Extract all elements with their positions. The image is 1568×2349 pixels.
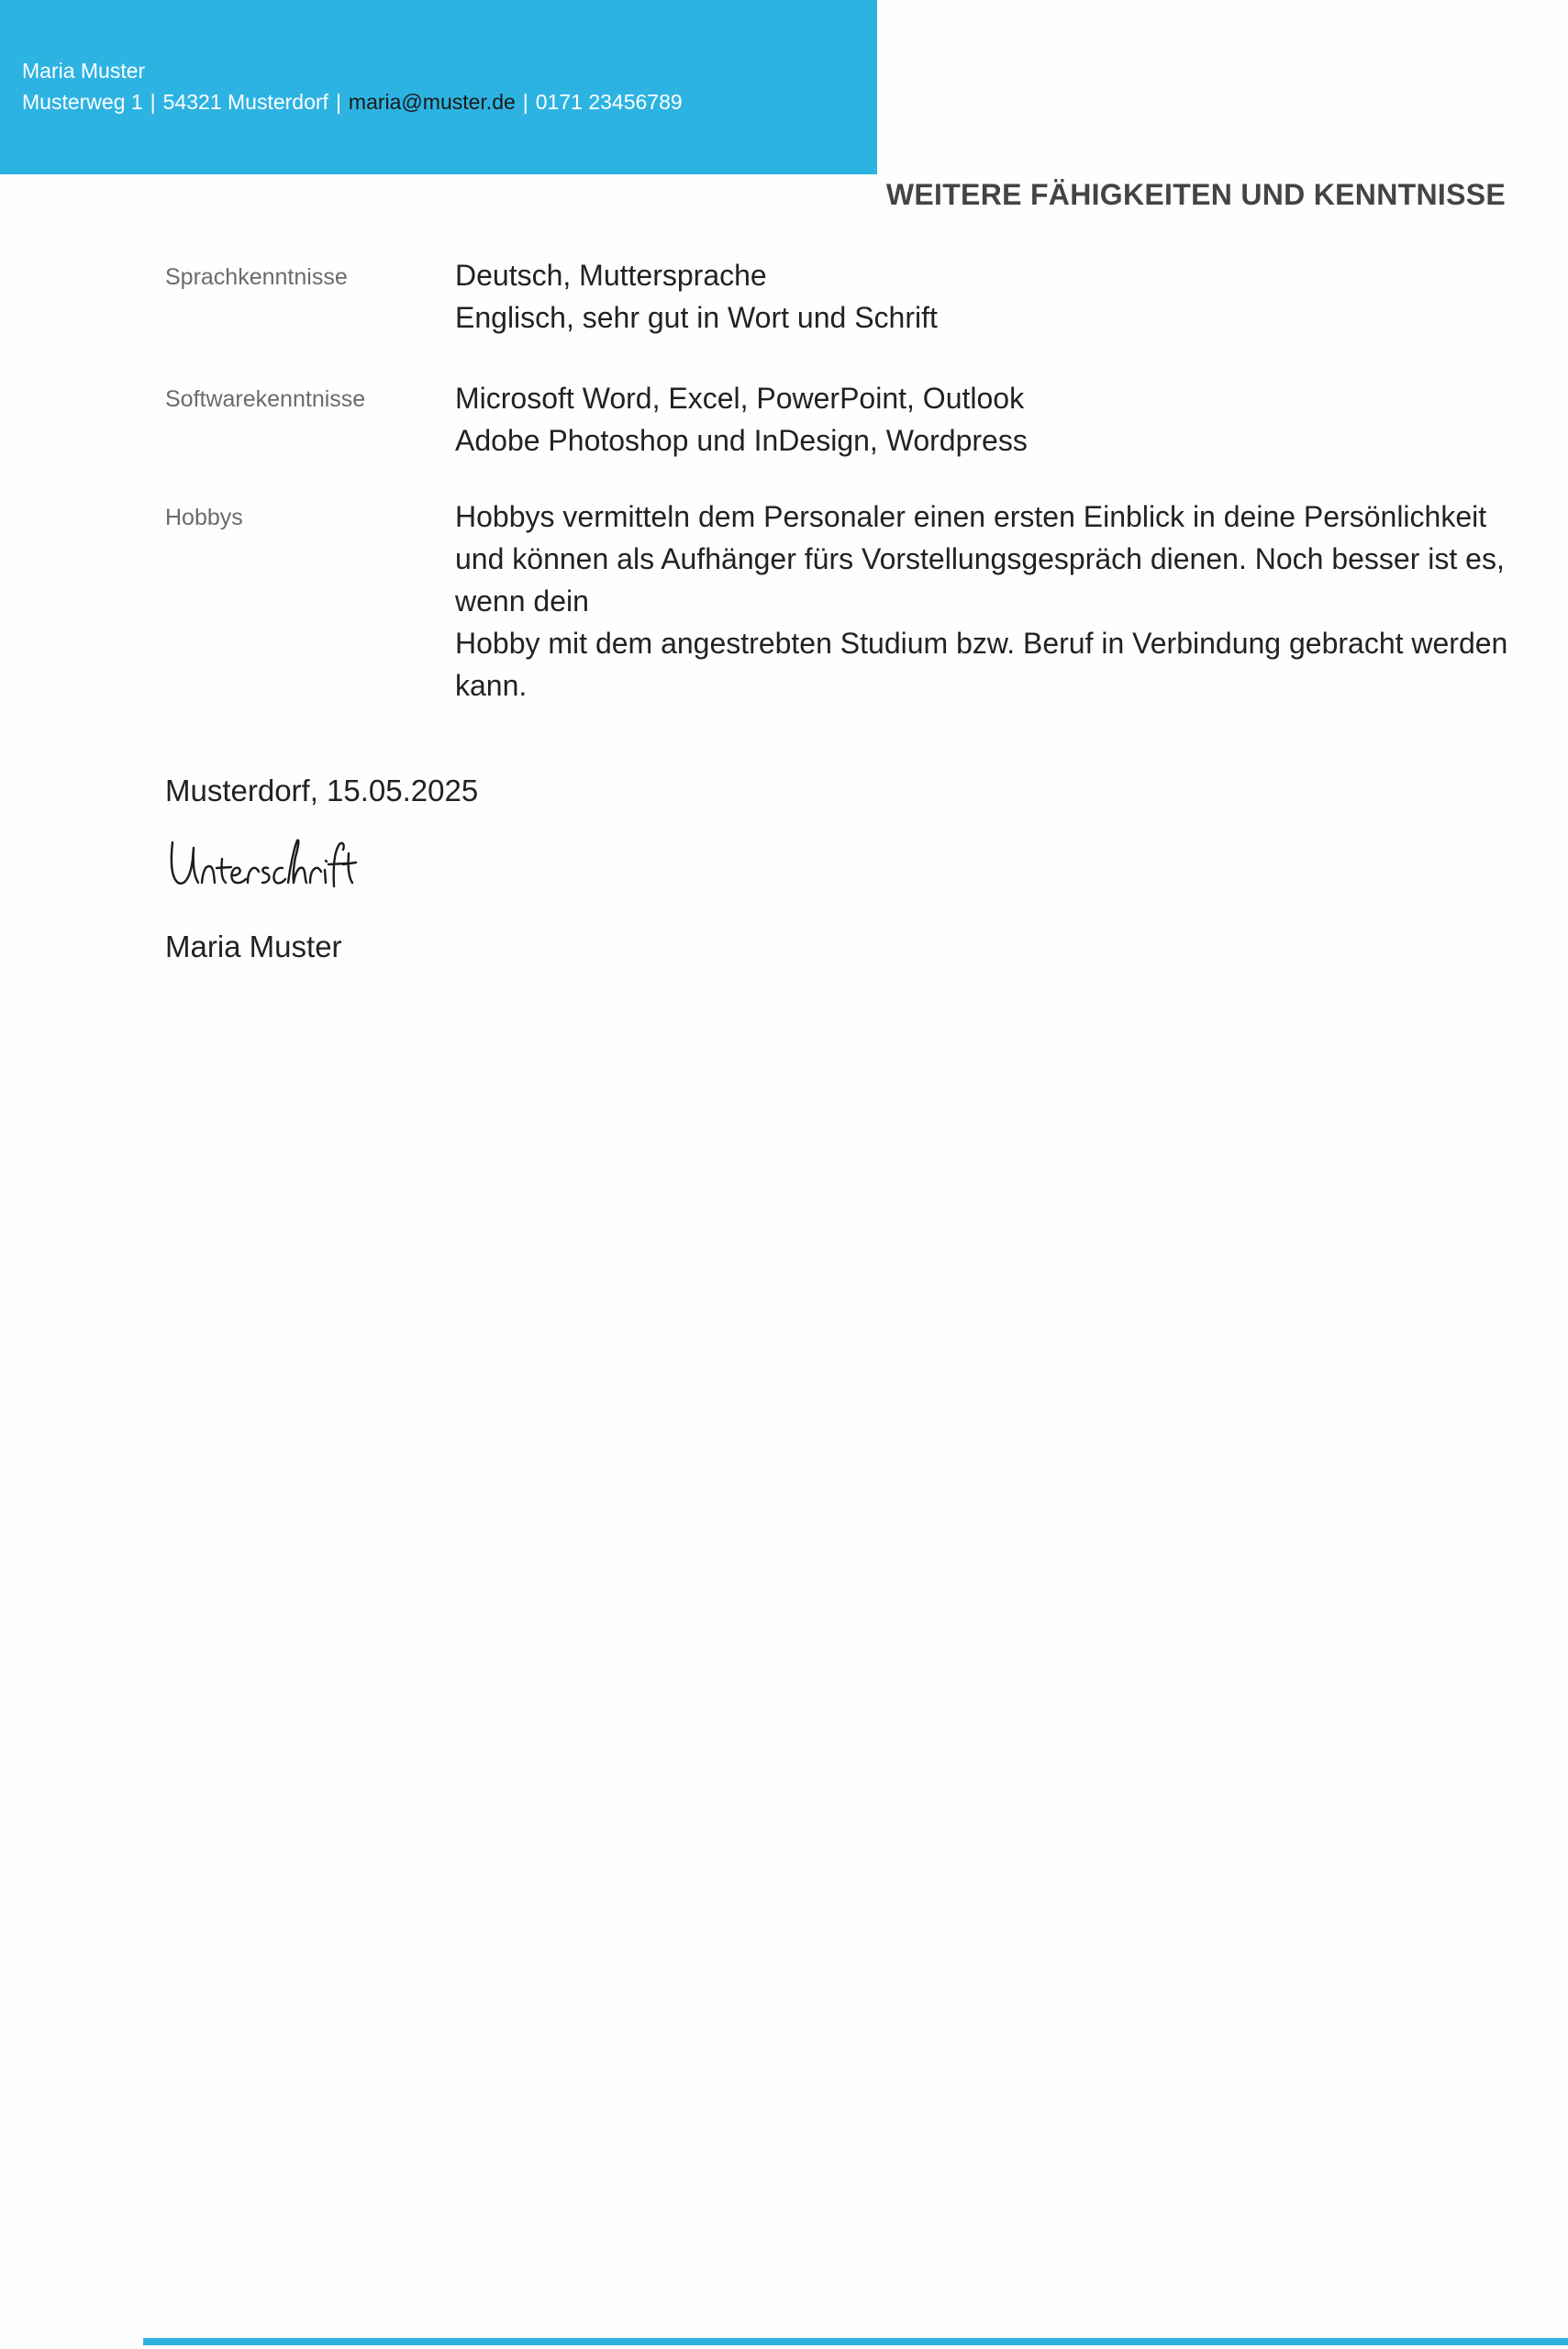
row-line: Deutsch, Muttersprache xyxy=(455,259,767,292)
row-line: Hobbys vermitteln dem Personaler einen ersten Einblick in deine Persönlichkeit und können als Aufhänger fürs Vorstellungsgespräch dienen. Noch besser ist es, wenn dein xyxy=(455,500,1505,618)
row-value-hobbies xyxy=(455,495,1510,707)
row-line: Englisch, sehr gut in Wort und Schrift xyxy=(455,301,938,334)
header-contact xyxy=(22,88,683,116)
header-email-link[interactable]: maria@muster.de xyxy=(348,90,516,114)
row-line: Adobe Photoshop und InDesign, Wordpress xyxy=(455,424,1028,457)
section-title: WEITERE FÄHIGKEITEN UND KENNTNISSE xyxy=(885,178,1506,211)
header-city: 54321 Musterdorf xyxy=(162,90,328,114)
row-label-languages: Sprachkenntnisse xyxy=(165,264,348,290)
row-line: Microsoft Word, Excel, PowerPoint, Outlook xyxy=(455,382,1025,415)
row-label-software: Softwarekenntnisse xyxy=(165,386,366,412)
row-label-hobbies: Hobbys xyxy=(165,505,243,530)
separator: | xyxy=(335,90,341,114)
place-date: Musterdorf, 15.05.2025 xyxy=(165,774,479,807)
header-band xyxy=(0,0,877,174)
row-value-software xyxy=(455,377,1510,462)
header-address: Musterweg 1 xyxy=(22,90,143,114)
signer-name: Maria Muster xyxy=(165,930,342,963)
header-phone: 0171 23456789 xyxy=(535,90,683,114)
separator: | xyxy=(522,90,528,114)
header-name: Maria Muster xyxy=(22,59,146,83)
row-value-languages xyxy=(455,254,1510,339)
signature-image xyxy=(165,831,358,896)
separator: | xyxy=(150,90,156,114)
row-line: Hobby mit dem angestrebten Studium bzw. Beruf in Verbindung gebracht werden kann. xyxy=(455,627,1508,702)
bottom-accent-bar xyxy=(143,2338,1568,2345)
